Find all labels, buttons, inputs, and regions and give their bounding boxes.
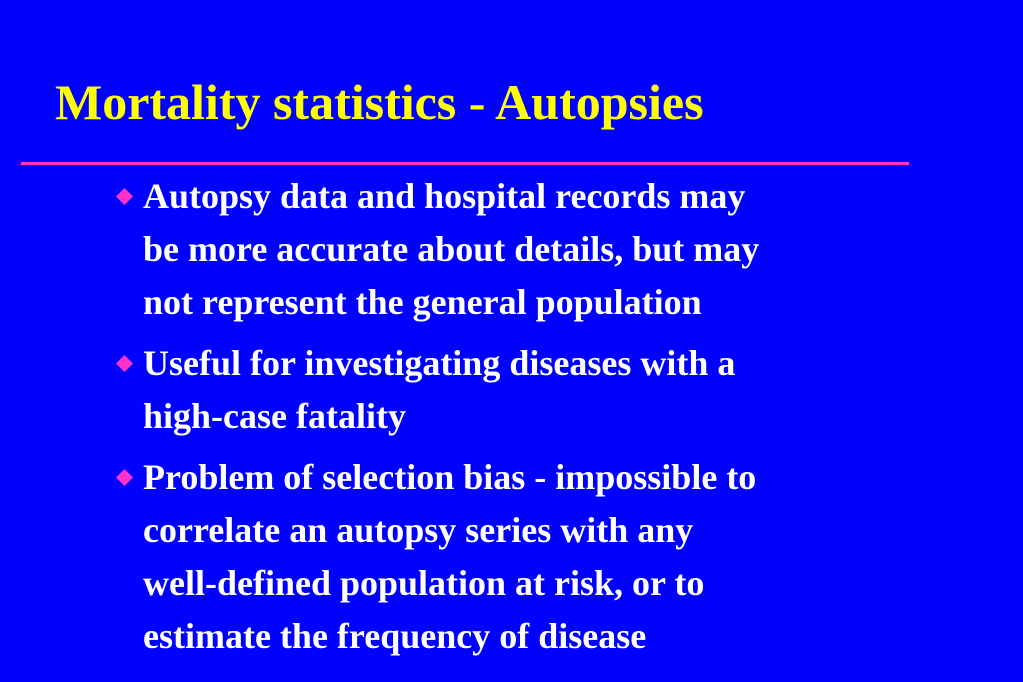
bullet-line: not represent the general population: [143, 282, 702, 322]
diamond-bullet-icon: [116, 355, 133, 372]
bullet-item: [113, 170, 983, 329]
title-divider: [21, 162, 909, 165]
bullet-line: well-defined population at risk, or to: [143, 563, 705, 603]
bullet-item: [113, 337, 983, 443]
bullet-line: estimate the frequency of disease: [143, 616, 647, 656]
diamond-bullet-icon: [116, 469, 133, 486]
bullet-item: [113, 451, 983, 663]
bullet-list: [113, 170, 983, 671]
bullet-text: [143, 337, 983, 443]
bullet-line: correlate an autopsy series with any: [143, 510, 694, 550]
bullet-line: be more accurate about details, but may: [143, 229, 760, 269]
diamond-bullet-icon: [116, 188, 133, 205]
bullet-line: Useful for investigating diseases with a: [143, 343, 736, 383]
bullet-line: Autopsy data and hospital records may: [143, 176, 746, 216]
slide-title: Mortality statistics - Autopsies: [55, 74, 704, 130]
bullet-line: high-case fatality: [143, 396, 406, 436]
bullet-text: [143, 170, 983, 329]
bullet-line: Problem of selection bias - impossible to: [143, 457, 757, 497]
bullet-text: [143, 451, 983, 663]
